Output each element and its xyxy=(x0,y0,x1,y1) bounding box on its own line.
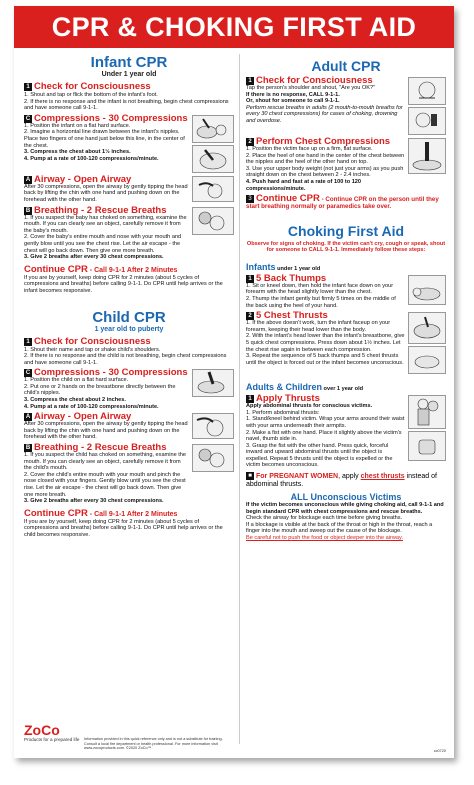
apply-thrusts-line: 1. Perform abdominal thrusts: xyxy=(246,409,320,416)
child-breathing-block xyxy=(24,444,234,505)
chest-thrusts-line: 1. If the above doesn't work, turn the infant faceup on your forearm, keeping their head lower than the body. xyxy=(246,320,391,333)
adult-check-title: Check for Consciousness xyxy=(256,75,373,86)
infant-airway-title: Airway xyxy=(34,173,66,185)
unconscious-line: Be careful not to push the food or object deeper into the airway. xyxy=(246,535,403,542)
infant-compress-title: Compressions xyxy=(34,112,100,124)
choking-title: Choking First Aid xyxy=(287,222,405,239)
back-thumps-title: 5 Back Thumps xyxy=(256,272,327,284)
apply-thrusts-line: 1. Stand/kneel behind victim. Wrap your arms around their waist with your arms underneath their armpits. xyxy=(246,416,405,429)
unconscious-line: If the victim becomes unconscious while giving choking aid, call 9-1-1 and begin standard CPR with chest compressions and rescue breaths. xyxy=(246,502,444,515)
apply-thrusts-line: 3. Grasp the fist with the other hand. Press quick, forceful inward and upward abdominal thrusts until the object is expelled. Repeat 5 thrusts until the object is expelled or the victim becomes unconscious. xyxy=(246,442,393,469)
child-breath-title: Breathing xyxy=(34,442,79,454)
step-badge: 1 xyxy=(246,275,254,283)
child-breath-illustration xyxy=(192,444,234,472)
infant-airway-illustration xyxy=(192,176,234,202)
adult-compress-line: 4. Push hard and fast at a rate of 100 to 120 compressions/minute. xyxy=(246,178,362,192)
step-badge: C xyxy=(25,370,31,377)
child-check-title: Check for Consciousness xyxy=(34,335,151,347)
sku-code: cc0720 xyxy=(433,749,446,753)
infant-check-line: 1. Shout and tap or flick the bottom of the infant's foot. xyxy=(24,92,158,98)
adult-compress-block xyxy=(246,138,446,192)
right-column xyxy=(246,54,446,542)
child-compress-line: 4. Pump at a rate of 100-120 compressions/minute. xyxy=(24,403,159,410)
choking-intro: Observe for signs of choking. If the victim can't cry, cough or speak, shout for someone to CALL 9-1-1. Immediately follow these steps: xyxy=(246,240,446,254)
infant-airway-line: After 30 compressions, open the airway by gently tipping the head back by lifting the chin with one hand and pushing down on the forehead with the other hand. xyxy=(24,183,188,203)
infant-compress-line: 1. Position the infant on a flat hard surface. xyxy=(24,122,131,129)
apply-thrusts-title: Apply Thrusts xyxy=(256,393,320,405)
infant-breath-title: Breathing xyxy=(34,204,79,216)
step-badge: 3 xyxy=(246,195,254,203)
step-badge: B xyxy=(25,445,31,452)
back-thumps-line: 1. Sit or kneel down, then hold the infant face down on your forearm with the head slightly lower than the chest. xyxy=(246,282,394,296)
child-compress-line: 2. Put one or 2 hands on the breastbone directly between the child's nipples. xyxy=(24,383,176,397)
infant-compress-line: 2. Imagine a horizontal line drawn between the infant's nipples. Place two fingers of one hand just below this line, in the center of the chest. xyxy=(24,129,185,149)
back-thumps-block xyxy=(246,272,446,309)
adult-compress-line: 2. Place the heel of one hand in the center of the chest between the nipples and the heel of the other hand on top. xyxy=(246,152,405,166)
adult-continue-text: - Continue CPR on the person until they start breathing normally or paramedics take over. xyxy=(246,196,439,211)
unconscious-block xyxy=(246,492,446,542)
step-badge: 2 xyxy=(246,138,254,146)
child-cpr-subtitle: 1 year old to puberty xyxy=(94,325,164,333)
chest-thrusts-title: 5 Chest Thrusts xyxy=(256,310,328,322)
child-compress-title: Compressions xyxy=(34,367,100,379)
infant-cpr-subtitle: Under 1 year old xyxy=(101,71,157,78)
infant-check-block xyxy=(24,81,234,112)
adult-cpr-title: Adult CPR xyxy=(311,58,381,74)
apply-thrusts-line: Apply abdominal thrusts for conscious victims. xyxy=(246,403,373,410)
page-title: CPR & CHOKING FIRST AID xyxy=(14,6,454,48)
adult-compression-illustration xyxy=(408,138,446,174)
adult-shout-illustration xyxy=(408,77,446,105)
child-check-block xyxy=(24,336,234,367)
infant-continue-count: - Call 9-1-1 After 2 Minutes xyxy=(87,266,178,274)
child-continue-count: - Call 9-1-1 After 2 Minutes xyxy=(87,510,178,518)
child-continue-text: If you are by yourself, keep doing CPR for 2 minutes (about 5 cycles of compressions and breaths) before calling 9-1-1. Do CPR until help arrives or the child becomes responsive. xyxy=(24,518,223,538)
infant-compress-line: 4. Pump at a rate of 100-120 compressions/minute. xyxy=(24,155,159,162)
infant-check-title: Check for Consciousness xyxy=(34,81,151,92)
child-airway-line: After 30 compressions, open the airway by gently tipping the head back by lifting the chin with one hand and pushing down on the forehead with the other hand. xyxy=(24,421,188,441)
pregnant-mid: , apply xyxy=(338,473,361,481)
child-airway-block xyxy=(24,413,234,441)
infant-compress-block xyxy=(24,112,234,173)
child-check-line: 1. Shout their name and tap or shake child's shoulders. xyxy=(24,346,161,353)
back-thumps-illustration xyxy=(408,275,446,305)
infant-breath-illustration xyxy=(192,207,234,235)
chest-thrusts-line: 2. With the infant's head lower than the infant's breastbone, give 5 quick chest compressions. Press down about 1½ inches. Let the chest rise again in between each compression. xyxy=(246,333,405,353)
child-breath-line: 3. Give 2 breaths after every 30 chest compressions. xyxy=(24,498,164,505)
zoco-tagline: Products for a prepared life xyxy=(24,737,80,742)
infant-breath-line: 2. Cover the baby's entire mouth and nose with your mouth and gently blow until you see the chest rise. Let the air escape - the chest will go back down. Then give one more breath. xyxy=(24,234,182,254)
infant-check-line: 2. If there is no response and the infant is not breathing, begin chest compressions and have someone call 9-1-1. xyxy=(24,98,229,112)
column-divider xyxy=(239,54,240,744)
adult-check-line: Perform rescue breaths in adults (2 mouth-to-mouth breaths for every 30 chest compressions) for cases of choking, drowning and overdose. xyxy=(246,104,403,124)
adult-phone-illustration xyxy=(408,107,446,135)
pregnant-link: chest thrusts xyxy=(360,473,405,481)
zoco-logo: ZoCo xyxy=(24,722,60,738)
apply-thrusts-line: 2. Make a fist with one hand. Place it slightly above the victim's navel, thumb side in. xyxy=(246,429,402,443)
step-badge: A xyxy=(25,414,31,421)
step-badge: ■ xyxy=(246,472,254,480)
child-compress-count: - 30 Compressions xyxy=(100,367,188,379)
adult-continue-title: Continue CPR xyxy=(256,193,320,205)
adult-check-line: If there is no response, CALL 9-1-1. xyxy=(246,91,340,98)
adult-compress-line: 3. Use your upper body weight (not just your arms) as you push straight down on the chest between 2 - 2.4 inches. xyxy=(246,165,404,179)
infant-breath-line: 1. If you suspect the baby has choked on something, examine the mouth. If you can clearly see an object, carefully remove it from the baby's mouth. xyxy=(24,214,187,234)
adults-heading-sub: over 1 year old xyxy=(322,386,364,393)
step-badge: B xyxy=(25,207,31,214)
chest-thrusts-line: 3. Repeat the sequence of 5 back thumps and 5 chest thrusts until the object is forced out or the infant becomes unconscious. xyxy=(246,353,404,366)
child-breath-count: - 2 Rescue Breaths xyxy=(78,442,167,454)
step-badge: C xyxy=(25,115,31,122)
child-airway-count: - Open Airway xyxy=(65,411,132,423)
infant-breathing-block xyxy=(24,204,234,261)
infants-heading-sub: under 1 year old xyxy=(275,265,321,272)
child-check-line: 2. If there is no response and the child is not breathing, begin chest compressions and have someone call 9-1-1. xyxy=(24,353,227,366)
child-airway-title: Airway xyxy=(34,411,66,423)
back-thumps-line: 2. Thump the infant gently but firmly 5 times on the middle of the back using the heel of your hand. xyxy=(246,295,396,309)
poster xyxy=(14,6,454,758)
adult-check-line: Or, shout for someone to call 9-1-1. xyxy=(246,98,340,105)
adults-heading-label: Adults & Children xyxy=(246,382,322,393)
adult-compress-line: 1. Position the victim face up on a firm, flat surface. xyxy=(246,146,373,152)
infant-continue-title: Continue CPR xyxy=(24,263,88,275)
adult-compress-title: Perform Chest Compressions xyxy=(256,136,391,147)
chest-thrusts-illustration xyxy=(408,312,446,344)
step-badge: 2 xyxy=(246,312,254,320)
child-continue-block xyxy=(24,508,234,539)
unconscious-line: Check the airway for blockage each time before giving breaths. xyxy=(246,515,403,522)
adult-continue-block xyxy=(246,195,446,210)
step-badge: 1 xyxy=(24,83,32,91)
infant-compress-count: - 30 Compressions xyxy=(100,112,188,124)
pregnant-lead: For PREGNANT WOMEN xyxy=(256,473,339,481)
infant-airway-count: - Open Airway xyxy=(65,173,132,185)
pregnant-tail: instead of abdominal thrusts. xyxy=(246,473,437,489)
infant-hold-illustration xyxy=(408,346,446,374)
apply-thrusts-block xyxy=(246,395,446,469)
pregnant-note xyxy=(246,472,446,489)
left-column xyxy=(24,54,234,539)
fist-illustration xyxy=(408,431,446,461)
infant-compression-illustration xyxy=(192,115,234,143)
child-cpr-title: Child CPR xyxy=(92,308,166,326)
adult-check-block xyxy=(246,77,446,135)
child-compress-line: 1. Position the child on a flat hard surface. xyxy=(24,377,129,384)
child-continue-title: Continue CPR xyxy=(24,507,88,519)
step-badge: 1 xyxy=(246,77,254,85)
chest-thrusts-block xyxy=(246,312,446,374)
adult-check-line: Tap the person's shoulder and shout, "Are you OK?" xyxy=(246,85,376,91)
infant-fingers-illustration xyxy=(192,145,234,173)
infant-continue-block xyxy=(24,264,234,295)
heimlich-illustration xyxy=(408,395,446,429)
unconscious-title: ALL Unconscious Victims xyxy=(290,492,402,503)
infant-cpr-title: Infant CPR xyxy=(90,54,168,71)
child-compression-illustration xyxy=(192,369,234,397)
footer-disclaimer: Information provided in this quick reference only and is not a substitute for training. Consult a local fire department or health professional. For more information visit www.zocoproducts.com. ©2020 ZoCo™ xyxy=(84,737,223,751)
infant-breath-count: - 2 Rescue Breaths xyxy=(78,204,167,216)
infant-breath-line: 3. Give 2 breaths after every 30 chest compressions. xyxy=(24,254,164,261)
child-airway-illustration xyxy=(192,413,234,439)
infant-compress-line: 3. Compress the chest about 1½ inches. xyxy=(24,149,131,156)
unconscious-line: If a blockage is visible at the back of the throat or high in the throat, reach a finger into the mouth and sweep out the cause of the blockage. xyxy=(246,521,433,535)
child-breath-line: 2. Cover the child's entire mouth with your mouth and pinch the nose closed with your fingers. Gently blow until you see the chest rise. Let the air escape - the chest will go back down. Then give one more breath. xyxy=(24,471,186,498)
step-badge: 1 xyxy=(24,338,32,346)
infant-continue-text: If you are by yourself, keep doing CPR for 2 minutes (about 5 cycles of compressions and breaths) before calling 9-1-1. Do CPR until help arrives or the infant becomes responsive. xyxy=(24,274,223,294)
infant-airway-block xyxy=(24,173,234,204)
step-badge: 1 xyxy=(246,395,254,403)
child-compress-block xyxy=(24,369,234,410)
step-badge: A xyxy=(25,176,31,183)
infants-heading-label: Infants xyxy=(246,261,276,272)
child-breath-line: 1. If you suspect the child has choked on something, examine the mouth. If you can clearly see an object, carefully remove it from the child's mouth. xyxy=(24,452,187,472)
child-compress-line: 3. Compress the chest about 2 inches. xyxy=(24,397,126,404)
